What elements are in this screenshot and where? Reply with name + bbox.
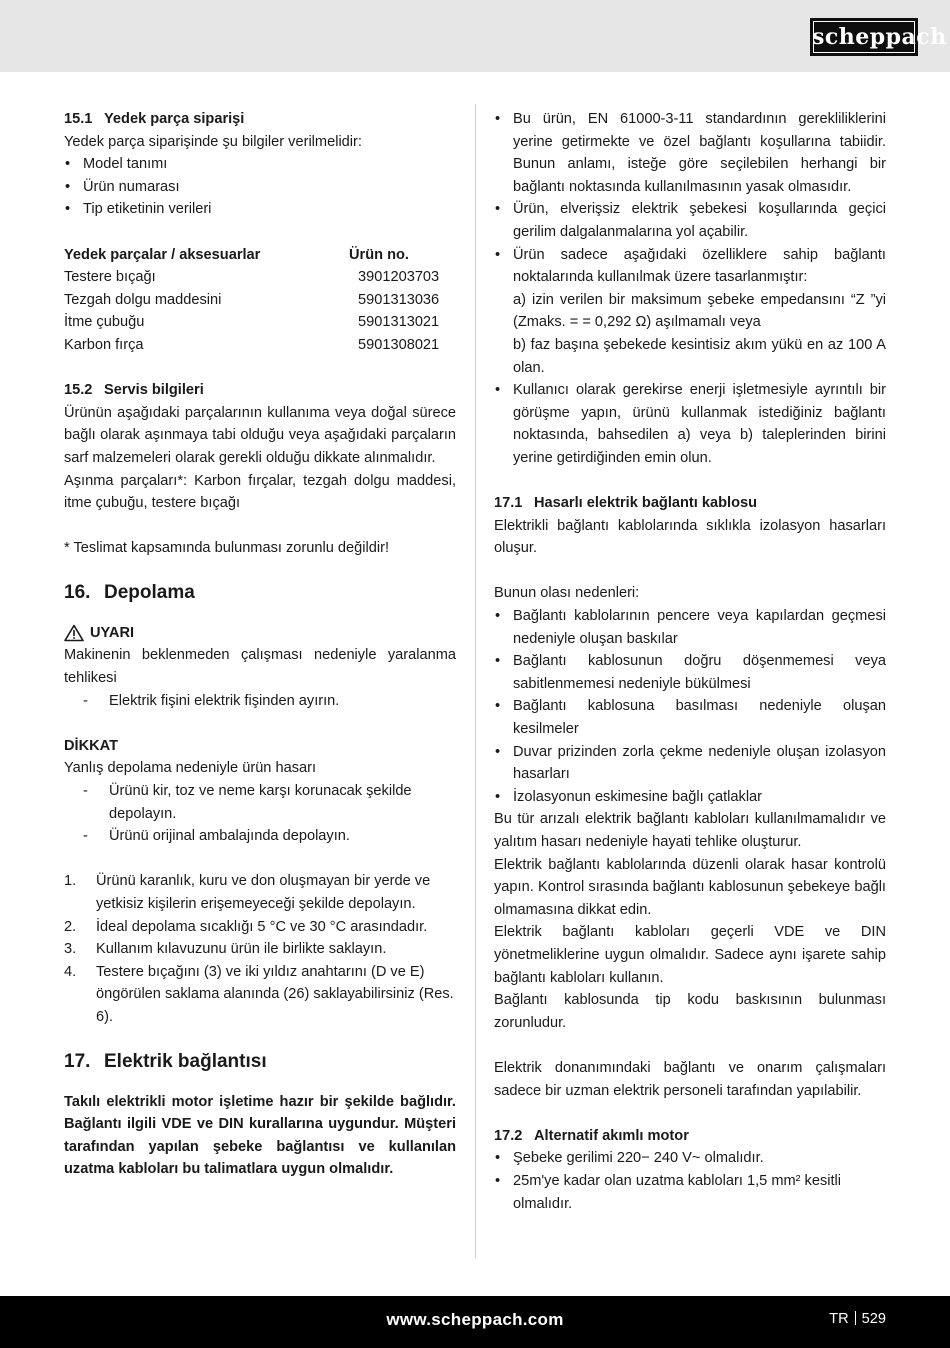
list-item: • Bağlantı kablosunun doğru döşenmemesi veya sabitlenmemesi nedeniyle bükülmesi: [494, 650, 886, 695]
part-number: 5901313021: [358, 314, 440, 331]
section-15-1-intro: Yedek parça siparişinde şu bilgiler verilmelidir:: [64, 133, 362, 150]
table-row: [64, 266, 448, 289]
damage-causes-list: [494, 605, 886, 808]
delivery-note: * Teslimat kapsamında bulunması zorunlu değildir!: [64, 540, 390, 557]
list-item: • Tip etiketinin verileri: [64, 198, 456, 221]
ac-motor-list: [494, 1147, 886, 1215]
list-item: • 25m'ye kadar olan uzatma kabloları 1,5 mm² kesitli olmalıdır.: [494, 1170, 886, 1215]
column-divider: [475, 104, 476, 1258]
list-item: • Duvar prizinden zorla çekme nedeniyle oluşan izolasyon hasarları: [494, 741, 886, 786]
list-item: 1. Ürünü karanlık, kuru ve don oluşmayan bir yerde ve yetkisiz kişilerin erişemeyeceği şekilde depolayın.: [64, 873, 431, 912]
list-item: • Bağlantı kablolarının pencere veya kapılardan geçmesi nedeniyle oluşan baskılar: [494, 605, 886, 650]
part-name: Tezgah dolgu maddesini: [64, 291, 222, 308]
electrical-connection-notice: Takılı elektrikli motor işletime hazır bir şekilde bağlıdır. Bağlantı ilgili VDE ve DIN kurallarına uygundur. Müşteri tarafından yapılan şebeke bağlantısı ve kullanılan uzatma kabloları bu talimatlara uygun olmalıdır.: [64, 1093, 456, 1178]
list-item: • Kullanıcı olarak gerekirse enerji işletmesiyle ayrıntılı bir görüşme yapın, ürünü kullanmak istediğiniz bağlantı noktasında, bahsedilen a) veya b) taleplerinden birini yerine getirdiğinden emin olun.: [494, 379, 886, 469]
expert-text: Elektrik donanımındaki bağlantı ve onarım çalışmaları sadece bir uzman elektrik personeli tarafından yapılabilir.: [494, 1059, 886, 1099]
type-code-text: Bağlantı kablosunda tip kodu baskısının bulunması zorunludur.: [494, 992, 886, 1031]
header-band: [0, 0, 950, 72]
part-name: Karbon fırça: [64, 336, 144, 353]
warning-text: Makinenin beklenmeden çalışması nedeniyle yaralanma tehlikesi: [64, 647, 456, 687]
condition-b: b) faz başına şebekede kesintisiz akım yükü en az 100 A olan.: [513, 336, 886, 376]
part-name: Testere bıçağı: [64, 269, 156, 286]
language-code: TR: [829, 1311, 849, 1327]
page-number: 529: [861, 1311, 886, 1327]
list-item: - Elektrik fişini elektrik fişinden ayırın.: [109, 690, 456, 713]
standard-requirements-list: [494, 108, 886, 470]
condition-a: a) izin verilen bir maksimum şebeke empedansını “Z ”yi (Zmaks. = = 0,292 Ω) aşılmamalı veya: [513, 291, 886, 331]
section-15-2-heading: 15.2 Servis bilgileri: [64, 382, 204, 399]
section-17-1-intro: Elektrikli bağlantı kablolarında sıklıkla izolasyon hasarları oluşur.: [494, 517, 886, 557]
list-item: • Bağlantı kablosuna basılması nedeniyle oluşan kesilmeler: [494, 695, 886, 740]
storage-steps: [64, 870, 456, 1028]
column-header-no: Ürün no.: [349, 246, 409, 263]
list-item: • Model tanımı: [64, 153, 456, 176]
table-row: [64, 311, 448, 334]
left-column: [64, 108, 456, 1181]
footer-band: [0, 1296, 950, 1348]
list-item: 2. İdeal depolama sıcaklığı 5 °C ve 30 °C arasındadır.: [64, 918, 428, 935]
list-item: 3. Kullanım kılavuzunu ürün ile birlikte saklayın.: [64, 941, 387, 958]
page-indicator: [829, 1311, 886, 1327]
caution-actions: [64, 780, 456, 848]
list-item: - Ürünü orijinal ambalajında depolayın.: [109, 825, 456, 848]
list-item: • Şebeke gerilimi 220− 240 V~ olmalıdır.: [494, 1147, 886, 1170]
warning-triangle-icon: [64, 624, 84, 642]
section-17-2-heading: 17.2 Alternatif akımlı motor: [494, 1127, 689, 1144]
warning-heading: UYARI: [64, 622, 456, 645]
order-info-list: [64, 153, 456, 221]
part-number: 5901308021: [358, 336, 440, 353]
vde-text: Elektrik bağlantı kabloları geçerli VDE ve DIN yönetmeliklerine uygun olmalıdır. Sadece aynı işarete sahip bağlantı kabloları kullanın.: [494, 924, 886, 986]
right-column: [494, 108, 886, 1215]
causes-intro: Bunun olası nedenleri:: [494, 585, 640, 602]
section-17-heading: 17. Elektrik bağlantısı: [64, 1050, 267, 1072]
part-number: 3901203703: [358, 269, 440, 286]
list-item: • Ürün, elverişsiz elektrik şebekesi koşullarında geçici gerilim dalgalanmalarına yol açabilir.: [494, 198, 886, 243]
caution-text: Yanlış depolama nedeniyle ürün hasarı: [64, 760, 317, 777]
wear-parts-text: Aşınma parçaları*: Karbon fırçalar, tezgah dolgu maddesi, itme çubuğu, testere bıçağı: [64, 472, 456, 512]
table-row: [64, 289, 448, 312]
list-item: 4. Testere bıçağını (3) ve iki yıldız anahtarını (D ve E) öngörülen saklama alanında (26) saklayabilirsiniz (Res. 6).: [64, 963, 454, 1025]
check-text: Elektrik bağlantı kablolarında düzenli olarak hasar kontrolü yapın. Kontrol sırasında bağlantı kablosunun şebekeye bağlı olmamasına dikkat edin.: [494, 856, 886, 918]
separator: [855, 1311, 856, 1325]
service-info-text: Ürünün aşağıdaki parçalarının kullanıma veya doğal sürece bağlı olarak aşınmaya tabi olduğu veya aşağıdaki parçaların sarf malzemeleri olarak gerekli olduğu dikkate alınmalıdır.: [64, 404, 456, 466]
brand-logo: scheppach: [810, 18, 918, 56]
section-15-1-heading: 15.1 Yedek parça siparişi: [64, 111, 245, 127]
list-item: • Bu ürün, EN 61000-3-11 standardının gerekliliklerini yerine getirmekte ve özel bağlantı koşullarına tabiidir. Bunun anlamı, isteğe göre seçilebilen herhangi bir bağlantı noktasında kullanılmasının yasak olmasıdır.: [494, 108, 886, 198]
list-item: - Ürünü kir, toz ve neme karşı korunacak şekilde depolayın.: [109, 780, 456, 825]
website-url: www.scheppach.com: [386, 1310, 564, 1329]
caution-heading: DİKKAT: [64, 737, 119, 754]
list-item: • İzolasyonun eskimesine bağlı çatlaklar: [494, 786, 886, 809]
warning-actions: [64, 690, 456, 713]
danger-text: Bu tür arızalı elektrik bağlantı kabloları kullanılmamalıdır ve yalıtım hasarı nedeniyle hayati tehlike oluşturur.: [494, 811, 886, 850]
table-header-row: [64, 244, 448, 267]
column-header-name: Yedek parçalar / aksesuarlar: [64, 246, 261, 263]
part-number: 5901313036: [358, 291, 440, 308]
section-16-heading: 16. Depolama: [64, 581, 195, 603]
spare-parts-table: [64, 244, 448, 357]
table-row: [64, 334, 448, 357]
list-item: • Ürün sadece aşağıdaki özelliklere sahip bağlantı noktalarında kullanılmak üzere tasarlanmıştır: a) izin verilen bir maksimum şebeke empedansını “Z ”yi (Zmaks. = = 0,292 Ω) aşılmamalı veya b) faz başına şebekede kesintisiz akım yükü en az 100 A olan.: [494, 244, 886, 380]
list-item: • Ürün numarası: [64, 176, 456, 199]
part-name: İtme çubuğu: [64, 314, 145, 331]
section-17-1-heading: 17.1 Hasarlı elektrik bağlantı kablosu: [494, 495, 758, 512]
